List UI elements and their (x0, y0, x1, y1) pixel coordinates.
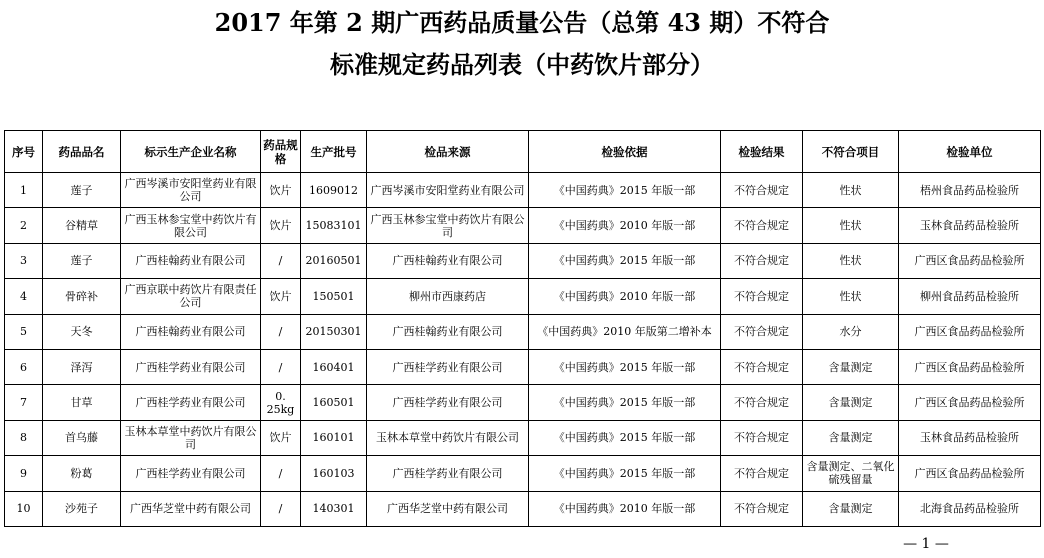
cell-test-result: 不符合规定 (721, 208, 803, 243)
cell-drug-name: 泽泻 (43, 349, 121, 384)
cell-manufacturer: 广西京联中药饮片有限责任公司 (121, 279, 261, 314)
cell-batch-no: 15083101 (301, 208, 367, 243)
cell-sample-source: 广西桂翰药业有限公司 (367, 243, 529, 278)
cell-drug-name: 天冬 (43, 314, 121, 349)
cell-specification: 饮片 (261, 208, 301, 243)
cell-testing-unit: 柳州食品药品检验所 (899, 279, 1041, 314)
cell-drug-name: 首乌藤 (43, 420, 121, 455)
cell-serial-no: 9 (5, 456, 43, 491)
header-testing-unit: 检验单位 (899, 131, 1041, 173)
cell-test-result: 不符合规定 (721, 173, 803, 208)
cell-nonconforming-item: 性状 (803, 279, 899, 314)
cell-batch-no: 1609012 (301, 173, 367, 208)
cell-drug-name: 骨碎补 (43, 279, 121, 314)
cell-specification: / (261, 243, 301, 278)
cell-sample-source: 广西桂翰药业有限公司 (367, 314, 529, 349)
cell-testing-unit: 玉林食品药品检验所 (899, 208, 1041, 243)
table-row (5, 420, 1041, 455)
cell-testing-unit: 广西区食品药品检验所 (899, 349, 1041, 384)
document-title-line-2: 标准规定药品列表（中药饮片部分） (330, 50, 714, 79)
cell-test-basis: 《中国药典》2010 年版第二增补本 (529, 314, 721, 349)
cell-testing-unit: 广西区食品药品检验所 (899, 456, 1041, 491)
cell-test-basis: 《中国药典》2010 年版一部 (529, 491, 721, 526)
cell-test-result: 不符合规定 (721, 349, 803, 384)
table-row (5, 314, 1041, 349)
table-row (5, 208, 1041, 243)
cell-serial-no: 3 (5, 243, 43, 278)
cell-serial-no: 6 (5, 349, 43, 384)
cell-test-basis: 《中国药典》2015 年版一部 (529, 349, 721, 384)
cell-manufacturer: 广西华芝堂中药有限公司 (121, 491, 261, 526)
cell-test-result: 不符合规定 (721, 385, 803, 420)
table-row (5, 173, 1041, 208)
header-specification: 药品规格 (261, 131, 301, 173)
cell-sample-source: 广西桂学药业有限公司 (367, 349, 529, 384)
cell-test-basis: 《中国药典》2015 年版一部 (529, 385, 721, 420)
page-number: — 1 — (903, 536, 949, 552)
cell-serial-no: 10 (5, 491, 43, 526)
cell-drug-name: 谷精草 (43, 208, 121, 243)
cell-nonconforming-item: 含量测定 (803, 491, 899, 526)
cell-test-result: 不符合规定 (721, 243, 803, 278)
table-row (5, 349, 1041, 384)
cell-test-basis: 《中国药典》2010 年版一部 (529, 279, 721, 314)
cell-test-result: 不符合规定 (721, 420, 803, 455)
header-batch-no: 生产批号 (301, 131, 367, 173)
table-row (5, 385, 1041, 420)
cell-specification: / (261, 314, 301, 349)
header-manufacturer: 标示生产企业名称 (121, 131, 261, 173)
cell-sample-source: 柳州市西康药店 (367, 279, 529, 314)
cell-test-result: 不符合规定 (721, 279, 803, 314)
header-test-result: 检验结果 (721, 131, 803, 173)
cell-batch-no: 160401 (301, 349, 367, 384)
cell-drug-name: 粉葛 (43, 456, 121, 491)
cell-batch-no: 20160501 (301, 243, 367, 278)
cell-manufacturer: 玉林本草堂中药饮片有限公司 (121, 420, 261, 455)
cell-drug-name: 莲子 (43, 173, 121, 208)
cell-testing-unit: 广西区食品药品检验所 (899, 314, 1041, 349)
cell-drug-name: 甘草 (43, 385, 121, 420)
cell-specification: / (261, 456, 301, 491)
cell-test-result: 不符合规定 (721, 491, 803, 526)
cell-testing-unit: 广西区食品药品检验所 (899, 243, 1041, 278)
cell-sample-source: 广西桂学药业有限公司 (367, 456, 529, 491)
cell-test-basis: 《中国药典》2015 年版一部 (529, 420, 721, 455)
cell-serial-no: 1 (5, 173, 43, 208)
cell-serial-no: 7 (5, 385, 43, 420)
cell-test-result: 不符合规定 (721, 314, 803, 349)
header-serial-no: 序号 (5, 131, 43, 173)
header-drug-name: 药品品名 (43, 131, 121, 173)
cell-sample-source: 玉林本草堂中药饮片有限公司 (367, 420, 529, 455)
cell-specification: 饮片 (261, 420, 301, 455)
document-title-line-1: 2017 年第 2 期广西药品质量公告（总第 43 期）不符合 (214, 8, 830, 37)
cell-specification: / (261, 349, 301, 384)
header-sample-source: 检品来源 (367, 131, 529, 173)
cell-batch-no: 160101 (301, 420, 367, 455)
cell-specification: / (261, 491, 301, 526)
cell-manufacturer: 广西岑溪市安阳堂药业有限公司 (121, 173, 261, 208)
cell-test-basis: 《中国药典》2010 年版一部 (529, 208, 721, 243)
table-row (5, 243, 1041, 278)
cell-testing-unit: 北海食品药品检验所 (899, 491, 1041, 526)
cell-nonconforming-item: 性状 (803, 208, 899, 243)
cell-manufacturer: 广西桂学药业有限公司 (121, 385, 261, 420)
cell-batch-no: 160501 (301, 385, 367, 420)
cell-manufacturer: 广西桂翰药业有限公司 (121, 314, 261, 349)
cell-nonconforming-item: 含量测定、二氧化硫残留量 (803, 456, 899, 491)
cell-manufacturer: 广西桂学药业有限公司 (121, 349, 261, 384)
cell-nonconforming-item: 含量测定 (803, 420, 899, 455)
table-row (5, 491, 1041, 526)
cell-nonconforming-item: 水分 (803, 314, 899, 349)
cell-drug-name: 莲子 (43, 243, 121, 278)
cell-testing-unit: 广西区食品药品检验所 (899, 385, 1041, 420)
cell-serial-no: 5 (5, 314, 43, 349)
cell-manufacturer: 广西桂学药业有限公司 (121, 456, 261, 491)
cell-sample-source: 广西岑溪市安阳堂药业有限公司 (367, 173, 529, 208)
cell-batch-no: 140301 (301, 491, 367, 526)
table-row (5, 456, 1041, 491)
cell-specification: 0. 25kg (261, 385, 301, 420)
cell-serial-no: 2 (5, 208, 43, 243)
cell-manufacturer: 广西玉林参宝堂中药饮片有限公司 (121, 208, 261, 243)
cell-nonconforming-item: 性状 (803, 243, 899, 278)
cell-sample-source: 广西玉林参宝堂中药饮片有限公司 (367, 208, 529, 243)
table-header-row (5, 131, 1041, 173)
cell-nonconforming-item: 性状 (803, 173, 899, 208)
cell-test-basis: 《中国药典》2015 年版一部 (529, 243, 721, 278)
cell-testing-unit: 梧州食品药品检验所 (899, 173, 1041, 208)
header-test-basis: 检验依据 (529, 131, 721, 173)
cell-nonconforming-item: 含量测定 (803, 385, 899, 420)
cell-test-result: 不符合规定 (721, 456, 803, 491)
cell-testing-unit: 玉林食品药品检验所 (899, 420, 1041, 455)
cell-batch-no: 160103 (301, 456, 367, 491)
cell-batch-no: 20150301 (301, 314, 367, 349)
header-nonconforming-item: 不符合项目 (803, 131, 899, 173)
cell-batch-no: 150501 (301, 279, 367, 314)
cell-specification: 饮片 (261, 173, 301, 208)
cell-sample-source: 广西桂学药业有限公司 (367, 385, 529, 420)
cell-sample-source: 广西华芝堂中药有限公司 (367, 491, 529, 526)
cell-test-basis: 《中国药典》2015 年版一部 (529, 173, 721, 208)
cell-manufacturer: 广西桂翰药业有限公司 (121, 243, 261, 278)
cell-nonconforming-item: 含量测定 (803, 349, 899, 384)
nonconforming-drugs-table (4, 130, 1041, 527)
cell-specification: 饮片 (261, 279, 301, 314)
cell-test-basis: 《中国药典》2015 年版一部 (529, 456, 721, 491)
table-row (5, 279, 1041, 314)
cell-serial-no: 8 (5, 420, 43, 455)
cell-drug-name: 沙苑子 (43, 491, 121, 526)
cell-serial-no: 4 (5, 279, 43, 314)
